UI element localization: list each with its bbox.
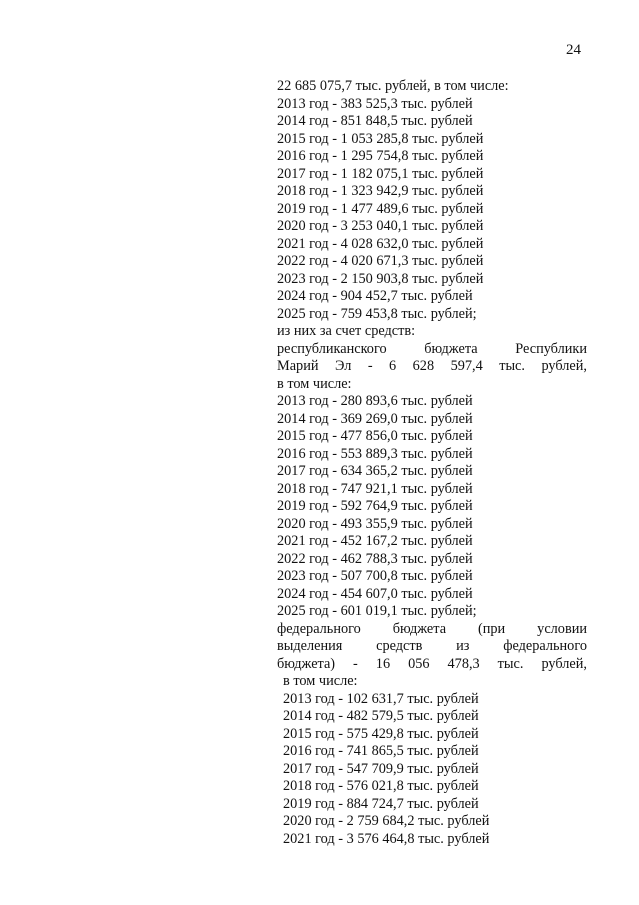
year-line: 2023 год - 507 700,8 тыс. рублей (277, 568, 473, 584)
year-line: 2020 год - 493 355,9 тыс. рублей (277, 515, 473, 532)
year-line: 2022 год - 4 020 671,3 тыс. рублей (277, 253, 484, 269)
year-line: 2014 год - 851 848,5 тыс. рублей (277, 113, 473, 129)
year-line: 2015 год - 477 856,0 тыс. рублей (277, 428, 473, 444)
federal-line-3: бюджета) - 16 056 478,3 тыс. рублей, (277, 655, 587, 672)
year-line: 2025 год - 601 019,1 тыс. рублей; (277, 603, 477, 619)
year-line: 2016 год - 1 295 754,8 тыс. рублей (277, 148, 484, 164)
year-line: 2017 год - 1 182 075,1 тыс. рублей (277, 165, 484, 182)
year-line: 2019 год - 592 764,9 тыс. рублей (277, 498, 473, 514)
year-line: 2013 год - 280 893,6 тыс. рублей (277, 393, 473, 409)
year-line: 2021 год - 452 167,2 тыс. рублей (277, 533, 473, 549)
year-line: 2014 год - 482 579,5 тыс. рублей (283, 708, 479, 724)
republic-line-1: республиканского бюджета Республики (277, 340, 587, 357)
year-line: 2018 год - 1 323 942,9 тыс. рублей (277, 183, 484, 199)
year-line: 2019 год - 884 724,7 тыс. рублей (283, 795, 479, 812)
sources-intro: из них за счет средств: (277, 323, 416, 339)
total-line: 22 685 075,7 тыс. рублей, в том числе: (277, 78, 509, 94)
year-line: 2021 год - 4 028 632,0 тыс. рублей (277, 235, 484, 252)
year-line: 2016 год - 553 889,3 тыс. рублей (277, 445, 473, 462)
federal-line-2: выделения средств из федерального (277, 638, 587, 654)
year-line: 2017 год - 547 709,9 тыс. рублей (283, 760, 479, 777)
year-line: 2023 год - 2 150 903,8 тыс. рублей (277, 270, 484, 287)
year-line: 2016 год - 741 865,5 тыс. рублей (283, 743, 479, 759)
year-line: 2017 год - 634 365,2 тыс. рублей (277, 463, 473, 479)
federal-years-list (277, 691, 587, 849)
year-line: 2024 год - 904 452,7 тыс. рублей (277, 288, 473, 304)
year-line: 2020 год - 2 759 684,2 тыс. рублей (283, 813, 490, 829)
republic-years-list (277, 393, 587, 621)
federal-line-4: в том числе: (283, 673, 358, 689)
year-line: 2019 год - 1 477 489,6 тыс. рублей (277, 200, 484, 217)
year-line: 2018 год - 576 021,8 тыс. рублей (283, 778, 479, 794)
year-line: 2024 год - 454 607,0 тыс. рублей (277, 585, 473, 602)
page-number: 24 (566, 42, 581, 58)
funding-text (277, 78, 587, 848)
republic-line-2: Марий Эл - 6 628 597,4 тыс. рублей, (277, 358, 587, 374)
total-years-list (277, 96, 587, 324)
year-line: 2022 год - 462 788,3 тыс. рублей (277, 550, 473, 567)
year-line: 2020 год - 3 253 040,1 тыс. рублей (277, 218, 484, 234)
federal-line-1: федерального бюджета (при условии (277, 620, 587, 637)
year-line: 2014 год - 369 269,0 тыс. рублей (277, 410, 473, 427)
year-line: 2013 год - 102 631,7 тыс. рублей (283, 690, 479, 707)
year-line: 2025 год - 759 453,8 тыс. рублей; (277, 305, 477, 322)
year-line: 2015 год - 1 053 285,8 тыс. рублей (277, 130, 484, 147)
year-line: 2021 год - 3 576 464,8 тыс. рублей (283, 830, 490, 847)
year-line: 2015 год - 575 429,8 тыс. рублей (283, 725, 479, 742)
year-line: 2018 год - 747 921,1 тыс. рублей (277, 480, 473, 497)
republic-line-3: в том числе: (277, 375, 352, 392)
year-line: 2013 год - 383 525,3 тыс. рублей (277, 95, 473, 112)
